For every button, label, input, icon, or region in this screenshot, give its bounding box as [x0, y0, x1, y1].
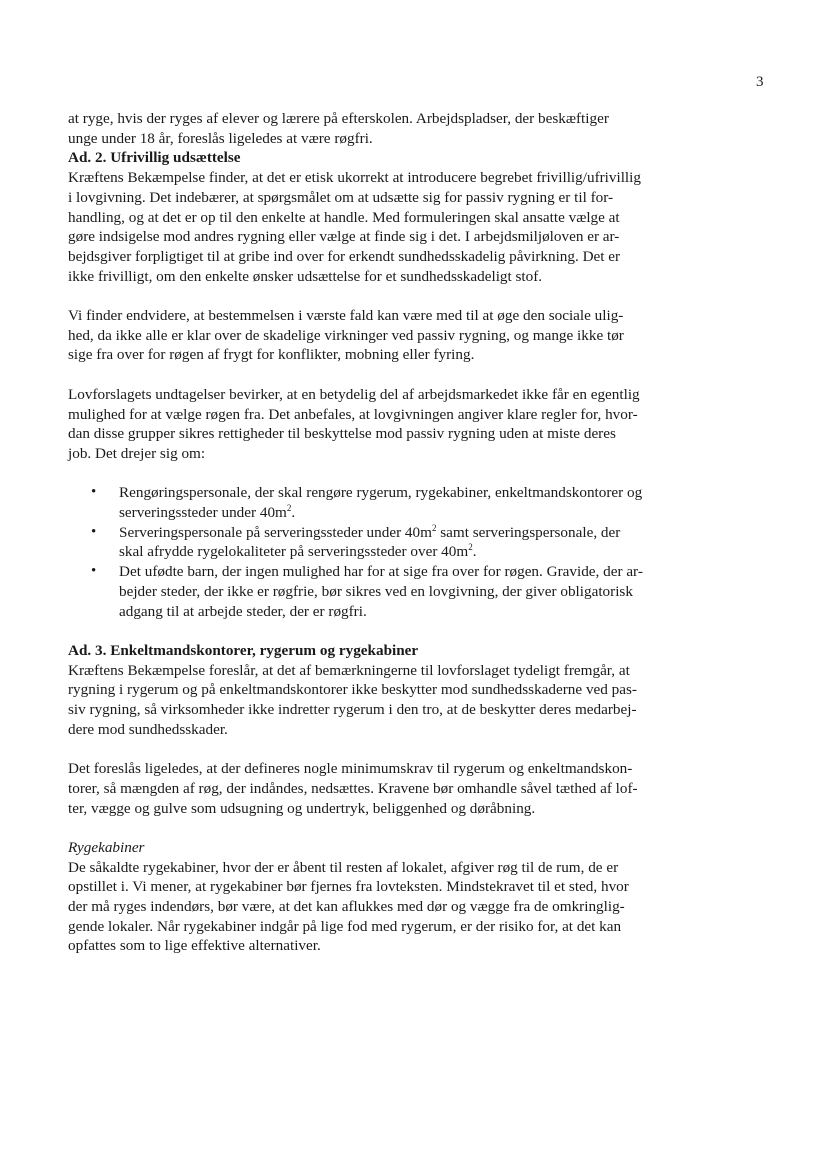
text-line: Kræftens Bekæmpelse foreslår, at det af bemærkningerne til lovforslaget tydeligt fremgår, at — [68, 661, 630, 679]
text-line: gende lokaler. Når rygekabiner indgår på lige fod med rygerum, er der risiko for, at det kan — [68, 917, 622, 935]
bullet-icon: • — [91, 523, 97, 540]
text-span: samt serveringspersonale, der — [436, 523, 621, 541]
document-body — [68, 109, 708, 956]
superscript: 2 — [286, 502, 292, 513]
text-line: Lovforslagets undtagelser bevirker, at en betydelig del af arbejdsmarkedet ikke får en egentlig — [68, 385, 640, 403]
text-line: Det foreslås ligeledes, at der defineres nogle minimumskrav til rygerum og enkeltmandskon- — [68, 760, 633, 778]
text-line: Kræftens Bekæmpelse finder, at det er etisk ukorrekt at introducere begrebet frivillig/ufrivillig — [68, 169, 641, 187]
section-2-paragraph-3 — [68, 385, 708, 464]
text-span: Serveringspersonale på serveringssteder under 40m — [119, 523, 432, 541]
text-line: dere mod sundhedsskader. — [68, 720, 228, 738]
text-line: dan disse grupper sikres rettigheder til beskyttelse mod passiv rygning uden at miste deres — [68, 425, 616, 443]
bullet-item — [68, 483, 708, 522]
text-line: ter, vægge og gulve som udsugning og undertryk, beliggenhed og døråbning. — [68, 799, 536, 817]
text-span: serveringssteder under 40m — [119, 504, 287, 522]
text-line: siv rygning, så virksomheder ikke indretter rygerum i den tro, at de beskytter deres medarbej- — [68, 701, 637, 719]
text-line — [119, 542, 708, 562]
rygekabiner-subheading: Rygekabiner — [68, 838, 145, 856]
text-line: bejder steder, der ikke er røgfrie, bør sikres ved en lovgivning, der giver obligatorisk — [119, 582, 633, 600]
section-3-paragraph-2 — [68, 759, 708, 818]
superscript: 2 — [431, 522, 437, 533]
text-line: Det ufødte barn, der ingen mulighed har for at sige fra over for røgen. Gravide, der ar- — [119, 563, 643, 581]
text-line: opfattes som to lige effektive alternativer. — [68, 937, 321, 955]
section-3-paragraph-1 — [68, 661, 708, 740]
text-line: bejdsgiver forpligtiget til at gribe ind over for erkendt sundhedsskadelig påvirkning. Det er — [68, 247, 621, 265]
text-line: opstillet i. Vi mener, at rygekabiner bør fjernes fra lovteksten. Mindstekravet til et sted, hvor — [68, 878, 629, 896]
section-2-paragraph-2 — [68, 306, 708, 365]
text-line: mulighed for at vælge røgen fra. Det anbefales, at lovgivningen angiver klare regler for, hvor- — [68, 405, 638, 423]
text-line: ikke frivilligt, om den enkelte ønsker udsættelse for et sundhedsskadeligt stof. — [68, 267, 543, 285]
text-line — [119, 503, 708, 523]
text-line: rygning i rygerum og på enkeltmandskontorer ikke beskytter mod sundhedsskaderne ved pas- — [68, 681, 637, 699]
text-line: sige fra over for røgen af frygt for konflikter, mobning eller fyring. — [68, 346, 475, 364]
bullet-list — [68, 483, 708, 621]
section-2-heading: Ad. 2. Ufrivillig udsættelse — [68, 149, 241, 167]
text-line: gøre indsigelse mod andres rygning eller vælge at finde sig i det. I arbejdsmiljøloven er ar- — [68, 228, 620, 246]
bullet-icon: • — [91, 563, 97, 580]
bullet-icon: • — [91, 484, 97, 501]
text-line: Rengøringspersonale, der skal rengøre rygerum, rygekabiner, enkeltmandskontorer og — [119, 484, 643, 502]
intro-paragraph — [68, 109, 708, 148]
text-line: Vi finder endvidere, at bestemmelsen i værste fald kan være med til at øge den sociale ulig- — [68, 307, 624, 325]
text-line: hed, da ikke alle er klar over de skadelige virkninger ved passiv rygning, og mange ikke tør — [68, 326, 624, 344]
text-line: unge under 18 år, foreslås ligeledes at være røgfri. — [68, 129, 373, 147]
section-3-paragraph-3 — [68, 858, 708, 957]
section-3-heading: Ad. 3. Enkeltmandskontorer, rygerum og rygekabiner — [68, 641, 419, 659]
text-line: torer, så mængden af røg, der indåndes, nedsættes. Kravene bør omhandle såvel tæthed af lof- — [68, 779, 638, 797]
text-line — [119, 523, 708, 543]
text-line: De såkaldte rygekabiner, hvor der er åbent til resten af lokalet, afgiver røg til de rum, de er — [68, 858, 619, 876]
page-number: 3 — [756, 74, 764, 90]
text-line: der må ryges indendørs, bør være, at det kan aflukkes med dør og vægge fra de omkringlig- — [68, 898, 625, 916]
superscript: 2 — [468, 542, 473, 553]
text-line: i lovgivning. Det indebærer, at spørgsmålet om at udsætte sig for passiv rygning er til for- — [68, 188, 614, 206]
bullet-item — [68, 562, 708, 621]
text-line: handling, og at det er op til den enkelte at handle. Med formuleringen skal ansatte vælge at — [68, 208, 620, 226]
text-line: job. Det drejer sig om: — [68, 444, 206, 462]
bullet-item — [68, 523, 708, 562]
text-line: at ryge, hvis der ryges af elever og lærere på efterskolen. Arbejdspladser, der beskæftiger — [68, 110, 609, 127]
section-2-paragraph-1 — [68, 168, 708, 286]
text-span: . — [291, 504, 296, 522]
text-span: skal afrydde rygelokaliteter på serveringssteder over 40m — [119, 543, 469, 561]
text-span: . — [472, 543, 477, 561]
text-line: adgang til at arbejde steder, der er røgfri. — [119, 602, 367, 620]
